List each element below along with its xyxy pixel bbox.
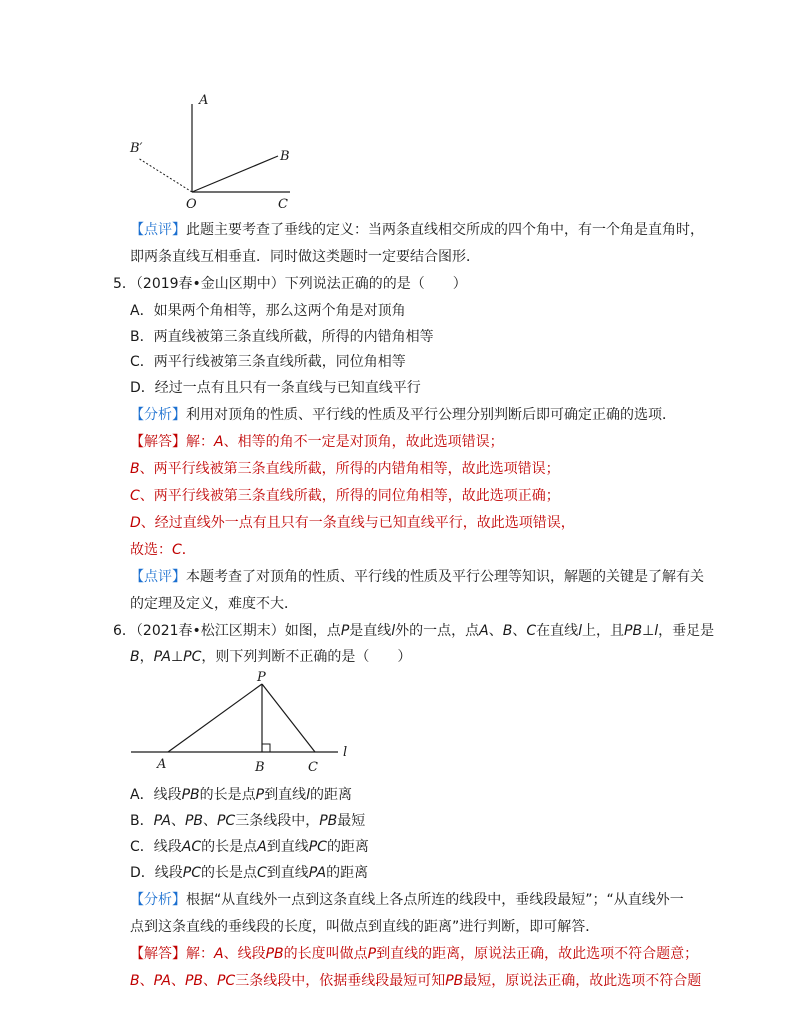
- var: P: [367, 946, 377, 962]
- solution-text: ．: [181, 542, 196, 558]
- label-A: A: [199, 93, 209, 108]
- solution-text: 、经过直线外一点有且只有一条直线与已知直线平行，故此选项错误，: [140, 515, 575, 531]
- solution-text: 、两平行线被第三条直线所截，所得的内错角相等，故此选项错误；: [139, 461, 560, 477]
- var: B: [502, 623, 513, 639]
- q6-option-d: [130, 862, 368, 882]
- label-C: C: [308, 760, 318, 775]
- var: PB: [319, 813, 338, 829]
- solution-text: 、线段: [223, 946, 266, 962]
- var: PB: [184, 813, 203, 829]
- q5-option-c: C．两平行线被第三条直线所截，同位角相等: [130, 354, 406, 370]
- var: PC: [183, 649, 202, 665]
- option-text: 到直线: [266, 865, 309, 881]
- q6-analysis-line2: 点到这条直线的垂线段的长度，叫做点到直线的距离”进行判断，即可解答．: [130, 919, 600, 935]
- question-number: 6．: [113, 623, 136, 639]
- var: B: [130, 649, 140, 665]
- option-text: 的长是点: [199, 787, 256, 803]
- label-O: O: [186, 197, 197, 212]
- solution-text: 故选：: [130, 542, 172, 558]
- label-B: B: [280, 149, 290, 164]
- var: B: [130, 461, 140, 477]
- comment-tag: 【点评】: [130, 222, 186, 238]
- var: PC: [308, 839, 327, 855]
- solution-text: 解：: [186, 434, 214, 450]
- var: PC: [216, 973, 236, 989]
- label-Bprime: B′: [130, 141, 143, 156]
- option-text: 、: [170, 813, 185, 829]
- q6-option-b: [130, 810, 365, 830]
- var: PA: [308, 865, 327, 881]
- var: PB: [445, 973, 464, 989]
- option-text: 的长是点: [201, 865, 257, 881]
- var: C: [257, 865, 267, 881]
- comment-text: 本题考查了对顶角的性质、平行线的性质及平行公理等知识，解题的关键是了解有关: [186, 569, 704, 585]
- stem-text: 在直线: [536, 623, 579, 639]
- var: PA: [153, 649, 171, 665]
- stem-text: 是直线: [349, 623, 392, 639]
- q5-option-d: D．经过一点有且只有一条直线与已知直线平行: [130, 380, 421, 396]
- var: PC: [216, 813, 236, 829]
- analysis-tag: 【分析】: [130, 892, 186, 908]
- solution-text: 最短，原说法正确，故此选项不符合题: [463, 973, 702, 989]
- var: A: [214, 946, 224, 962]
- var: D: [130, 515, 141, 531]
- analysis-tag: 【分析】: [130, 407, 186, 423]
- label-l: l: [343, 745, 348, 760]
- var: C: [172, 542, 182, 558]
- right-angle-mark: [262, 744, 270, 752]
- option-text: D．线段: [130, 865, 183, 881]
- solution-text: 到直线的距离，原说法正确，故此选项不符合题意；: [376, 946, 699, 962]
- stem-text: 、: [488, 623, 503, 639]
- stem-text: 外的一点，点: [395, 623, 480, 639]
- stem-text: 、: [512, 623, 527, 639]
- solution-tag: 【解答】: [130, 434, 186, 450]
- var: PB: [624, 623, 643, 639]
- label-B: B: [255, 760, 265, 775]
- var: A: [479, 623, 489, 639]
- var: PA: [153, 973, 171, 989]
- var: PB: [265, 946, 284, 962]
- solution-text: 的长度叫做点: [283, 946, 368, 962]
- var: P: [255, 787, 265, 803]
- var: A: [257, 839, 267, 855]
- comment-text: 此题主要考查了垂线的定义：当两条直线相交所成的四个角中，有一个角是直角时，: [186, 222, 704, 238]
- option-text: 的距离: [326, 865, 369, 881]
- stem-text: ⊥: [642, 623, 655, 639]
- stem-text: 上，且: [582, 623, 625, 639]
- var: l: [578, 623, 583, 639]
- option-text: 最短: [337, 813, 366, 829]
- solution-text: 解：: [186, 946, 214, 962]
- q6-option-c: [130, 836, 369, 856]
- analysis-text: 利用对顶角的性质、平行线的性质及平行公理分别判断后即可确定正确的选项．: [186, 407, 676, 423]
- segment-PC: [262, 684, 315, 752]
- option-text: 三条线段中，: [235, 813, 320, 829]
- var: l: [654, 623, 659, 639]
- option-text: C．线段: [130, 839, 182, 855]
- analysis-text: 根据“从直线外一点到这条直线上各点所连的线段中，垂线段最短”；“从直线外一: [186, 892, 684, 908]
- segment-PA: [168, 684, 262, 752]
- option-text: 到直线: [264, 787, 307, 803]
- var: C: [526, 623, 537, 639]
- q4-comment-line2: 即两条直线互相垂直．同时做这类题时一定要结合图形．: [130, 249, 480, 265]
- option-text: A．线段: [130, 787, 182, 803]
- q5-option-a: A．如果两个角相等，那么这两个角是对顶角: [130, 303, 406, 319]
- option-text: 到直线: [266, 839, 309, 855]
- solution-text: 、: [202, 973, 217, 989]
- var: A: [214, 434, 224, 450]
- var: P: [340, 623, 350, 639]
- option-text: 、: [202, 813, 217, 829]
- stem-text: ⊥: [170, 649, 184, 665]
- var: l: [306, 787, 310, 803]
- var: C: [130, 488, 140, 504]
- stem-text: ，垂足是: [658, 623, 715, 639]
- solution-text: 、相等的角不一定是对顶角，故此选项错误；: [223, 434, 504, 450]
- var: AC: [181, 839, 202, 855]
- q6-option-a: [130, 784, 352, 804]
- label-P: P: [257, 670, 266, 685]
- option-text: 的距离: [309, 787, 352, 803]
- question-number: 5．: [113, 276, 136, 292]
- q6-solution-line1: [130, 943, 698, 963]
- solution-text: 、两平行线被第三条直线所截，所得的同位角相等，故此选项正确；: [139, 488, 560, 504]
- q5-option-b: B．两直线被第三条直线所截，所得的内错角相等: [130, 329, 434, 345]
- stem-text: ，: [139, 649, 154, 665]
- question-text: （2019春•金山区期中）下列说法正确的的是（ ）: [135, 276, 467, 292]
- solution-text: 、: [139, 973, 154, 989]
- var: l: [391, 623, 396, 639]
- label-C: C: [278, 197, 288, 212]
- option-text: 的长是点: [201, 839, 258, 855]
- label-A: A: [157, 757, 167, 772]
- comment-tag: 【点评】: [130, 569, 186, 585]
- var: B: [130, 973, 140, 989]
- var: PC: [182, 865, 201, 881]
- solution-text: 三条线段中，依据垂线段最短可知: [235, 973, 446, 989]
- stem-text: ，则下列判断不正确的是（ ）: [201, 649, 412, 665]
- solution-tag: 【解答】: [130, 946, 186, 962]
- var: PB: [184, 973, 203, 989]
- var: PA: [153, 813, 171, 829]
- stem-text: （2021春•松江区期末）如图，点: [135, 623, 341, 639]
- q6-analysis-line1: [130, 889, 684, 909]
- option-text: B．: [130, 813, 154, 829]
- option-text: 的距离: [326, 839, 369, 855]
- var: PB: [181, 787, 200, 803]
- q6-solution-line2: [130, 970, 701, 990]
- q5-comment-line2: 的定理及定义，难度不大．: [130, 596, 298, 612]
- solution-text: 、: [170, 973, 185, 989]
